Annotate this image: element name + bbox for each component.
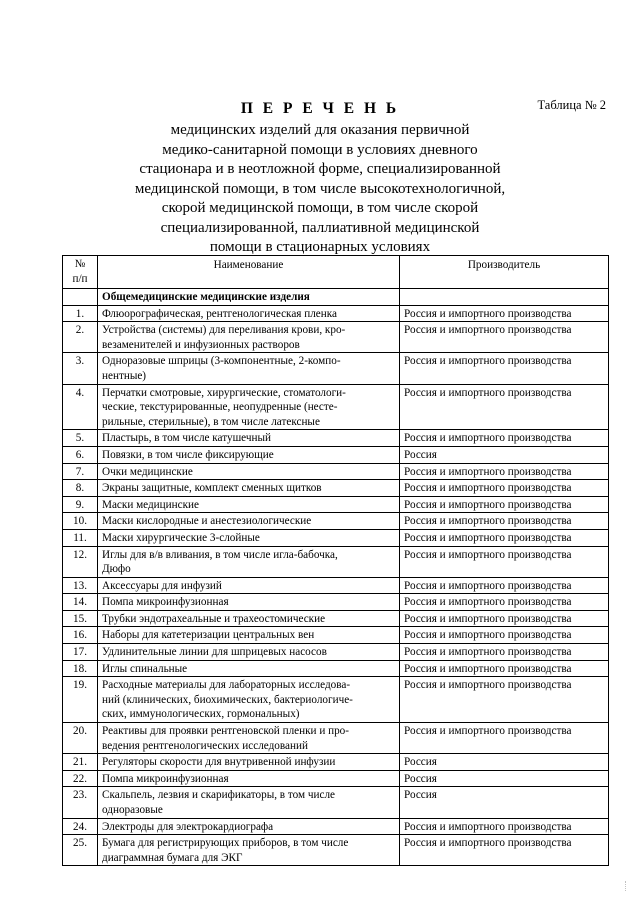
column-header-number-line1: № (74, 258, 86, 270)
medical-devices-table (62, 255, 609, 866)
section-number-cell (63, 289, 98, 306)
device-name-line: Перчатки смотровые, хирургические, стоматологи- (102, 386, 346, 399)
subtitle-line: специализированной, паллиативной медицинской (160, 219, 480, 236)
row-number: 13. (63, 577, 98, 594)
table-row (63, 384, 609, 430)
device-name (98, 677, 400, 723)
producer: Россия и импортного производства (400, 463, 609, 480)
producer: Россия и импортного производства (400, 353, 609, 384)
row-number: 2. (63, 322, 98, 353)
device-name-line: Маски кислородные и анестезиологические (102, 515, 312, 528)
producer: Россия и импортного производства (400, 546, 609, 577)
table-row (63, 627, 609, 644)
device-name-line: рильные, стерильные), в том числе латексные (102, 415, 320, 428)
row-number: 25. (63, 835, 98, 866)
device-name (98, 627, 400, 644)
device-name-line: Дюфо (102, 563, 131, 576)
table-row (63, 546, 609, 577)
producer: Россия и импортного производства (400, 529, 609, 546)
producer: Россия и импортного производства (400, 644, 609, 661)
device-name (98, 754, 400, 771)
row-number: 1. (63, 305, 98, 322)
table-row (63, 529, 609, 546)
column-header-number-line2: п/п (72, 272, 88, 285)
table-row (63, 463, 609, 480)
row-number: 15. (63, 610, 98, 627)
row-number: 5. (63, 430, 98, 447)
subtitle-line: медицинских изделий для оказания первичной (170, 122, 470, 138)
row-number: 18. (63, 660, 98, 677)
device-name-line: Маски медицинские (102, 498, 199, 511)
device-name-line: Трубки эндотрахеальные и трахеостомические (102, 612, 326, 625)
device-name (98, 594, 400, 611)
device-name-line: Реактивы для проявки рентгеновской пленки и про- (102, 725, 350, 738)
row-number: 22. (63, 770, 98, 787)
device-name-line: Помпа микроинфузионная (102, 596, 229, 609)
table-row (63, 322, 609, 353)
device-name (98, 610, 400, 627)
producer: Россия и импортного производства (400, 594, 609, 611)
row-number: 11. (63, 529, 98, 546)
row-number: 16. (63, 627, 98, 644)
table-row (63, 610, 609, 627)
table-row (63, 594, 609, 611)
producer: Россия и импортного производства (400, 430, 609, 447)
producer: Россия и импортного производства (400, 677, 609, 723)
table-row (63, 496, 609, 513)
row-number: 24. (63, 818, 98, 835)
device-name-line: Регуляторы скорости для внутривенной инфузии (102, 756, 336, 769)
row-number: 4. (63, 384, 98, 430)
device-name (98, 322, 400, 353)
table-header-row (63, 256, 609, 289)
subtitle-line: стационара и в неотложной форме, специализированной (139, 161, 501, 177)
device-name-line: ских, иммунологических, гормональных) (102, 708, 300, 721)
producer: Россия и импортного производства (400, 818, 609, 835)
device-name-line: везаменителей и инфузионных растворов (102, 338, 300, 351)
table-row (63, 480, 609, 497)
producer: Россия и импортного производства (400, 835, 609, 866)
device-name-line: Бумага для регистрирующих приборов, в том числе (102, 837, 349, 850)
producer: Россия и импортного производства (400, 513, 609, 530)
device-name (98, 835, 400, 866)
device-name (98, 577, 400, 594)
producer: Россия и импортного производства (400, 577, 609, 594)
device-name-line: нентные) (102, 369, 147, 382)
device-name-line: Пластырь, в том числе катушечный (102, 432, 271, 445)
producer: Россия и импортного производства (400, 660, 609, 677)
device-name-line: Иглы спинальные (102, 662, 188, 675)
producer: Россия и импортного производства (400, 305, 609, 322)
device-name (98, 513, 400, 530)
row-number: 6. (63, 446, 98, 463)
producer: Россия и импортного производства (400, 610, 609, 627)
device-name (98, 353, 400, 384)
table-row (63, 818, 609, 835)
device-name-line: одноразовые (102, 804, 163, 816)
subtitle-line: медико-санитарной помощи в условиях дневного (162, 141, 478, 158)
device-name-line: Иглы для в/в вливания, в том числе игла-бабочка, (102, 548, 338, 561)
row-number: 3. (63, 353, 98, 384)
producer: Россия (400, 787, 609, 818)
table-row (63, 754, 609, 771)
device-name-line: Устройства (системы) для переливания крови, кро- (102, 324, 346, 337)
device-name (98, 529, 400, 546)
device-name (98, 644, 400, 661)
producer: Россия (400, 754, 609, 771)
device-name (98, 787, 400, 818)
row-number: 14. (63, 594, 98, 611)
device-name-line: Расходные материалы для лабораторных исследова- (102, 679, 351, 692)
device-name (98, 430, 400, 447)
table-row (63, 723, 609, 754)
table-row (63, 677, 609, 723)
table-row (63, 353, 609, 384)
table-row (63, 644, 609, 661)
producer: Россия и импортного производства (400, 384, 609, 430)
device-name-line: Скальпель, лезвия и скарификаторы, в том числе (102, 789, 336, 802)
row-number: 8. (63, 480, 98, 497)
subtitle-line: скорой медицинской помощи, в том числе скорой (161, 200, 479, 216)
column-header-producer: Производитель (400, 256, 609, 289)
device-name (98, 818, 400, 835)
device-name (98, 660, 400, 677)
device-name-line: Наборы для катетеризации центральных вен (102, 629, 315, 642)
table-row (63, 787, 609, 818)
device-name-line: ведения рентгенологических исследований (102, 739, 308, 752)
row-number: 19. (63, 677, 98, 723)
column-header-number (63, 256, 98, 289)
row-number: 23. (63, 787, 98, 818)
table-row (63, 446, 609, 463)
table-row (63, 835, 609, 866)
device-name (98, 446, 400, 463)
device-name-line: Повязки, в том числе фиксирующие (102, 448, 274, 461)
device-name-line: Электроды для электрокардиографа (102, 820, 274, 833)
device-name-line: Одноразовые шприцы (3-компонентные, 2-компо- (102, 355, 341, 368)
device-name-line: диаграммная бумага для ЭКГ (102, 851, 243, 864)
table-row (63, 430, 609, 447)
device-name-line: Аксессуары для инфузий (102, 579, 222, 592)
table-row (63, 770, 609, 787)
table-number-label: Таблица № 2 (537, 98, 606, 112)
device-name-line: Удлинительные линии для шприцевых насосов (102, 646, 327, 659)
document-subtitle (120, 121, 520, 258)
section-title: Общемедицинские медицинские изделия (98, 289, 400, 306)
producer: Россия и импортного производства (400, 480, 609, 497)
device-name-line: Очки медицинские (102, 465, 193, 478)
producer: Россия и импортного производства (400, 322, 609, 353)
subtitle-line: медицинской помощи, в том числе высокотехнологичной, (134, 180, 506, 197)
device-name (98, 305, 400, 322)
device-name (98, 546, 400, 577)
device-name (98, 384, 400, 430)
row-number: 9. (63, 496, 98, 513)
device-name (98, 480, 400, 497)
section-row (63, 289, 609, 306)
table-row (63, 305, 609, 322)
device-name-line: Помпа микроинфузионная (102, 772, 229, 785)
device-name (98, 496, 400, 513)
row-number: 20. (63, 723, 98, 754)
device-name (98, 770, 400, 787)
row-number: 21. (63, 754, 98, 771)
producer: Россия и импортного производства (400, 627, 609, 644)
document-title: П Е Р Е Ч Е Н Ь (240, 100, 400, 117)
device-name-line: Экраны защитные, комплект сменных щитков (102, 482, 322, 495)
producer: Россия (400, 446, 609, 463)
device-name (98, 463, 400, 480)
subtitle-line: помощи в стационарных условиях (209, 239, 431, 255)
device-name (98, 723, 400, 754)
device-name-line: Маски хирургические 3-слойные (102, 531, 260, 544)
row-number: 10. (63, 513, 98, 530)
table-row (63, 577, 609, 594)
scan-artifact (625, 881, 632, 891)
row-number: 12. (63, 546, 98, 577)
column-header-name: Наименование (98, 256, 400, 289)
row-number: 17. (63, 644, 98, 661)
producer: Россия и импортного производства (400, 496, 609, 513)
device-name-line: Флюорографическая, рентгенологическая пленка (102, 307, 337, 320)
device-name-line: ний (клинических, биохимических, бактериологиче- (102, 693, 353, 706)
row-number: 7. (63, 463, 98, 480)
producer: Россия и импортного производства (400, 723, 609, 754)
table-row (63, 660, 609, 677)
table-row (63, 513, 609, 530)
device-name-line: ческие, текстурированные, неопудренные (несте- (102, 401, 338, 414)
section-producer-cell (400, 289, 609, 306)
producer: Россия (400, 770, 609, 787)
